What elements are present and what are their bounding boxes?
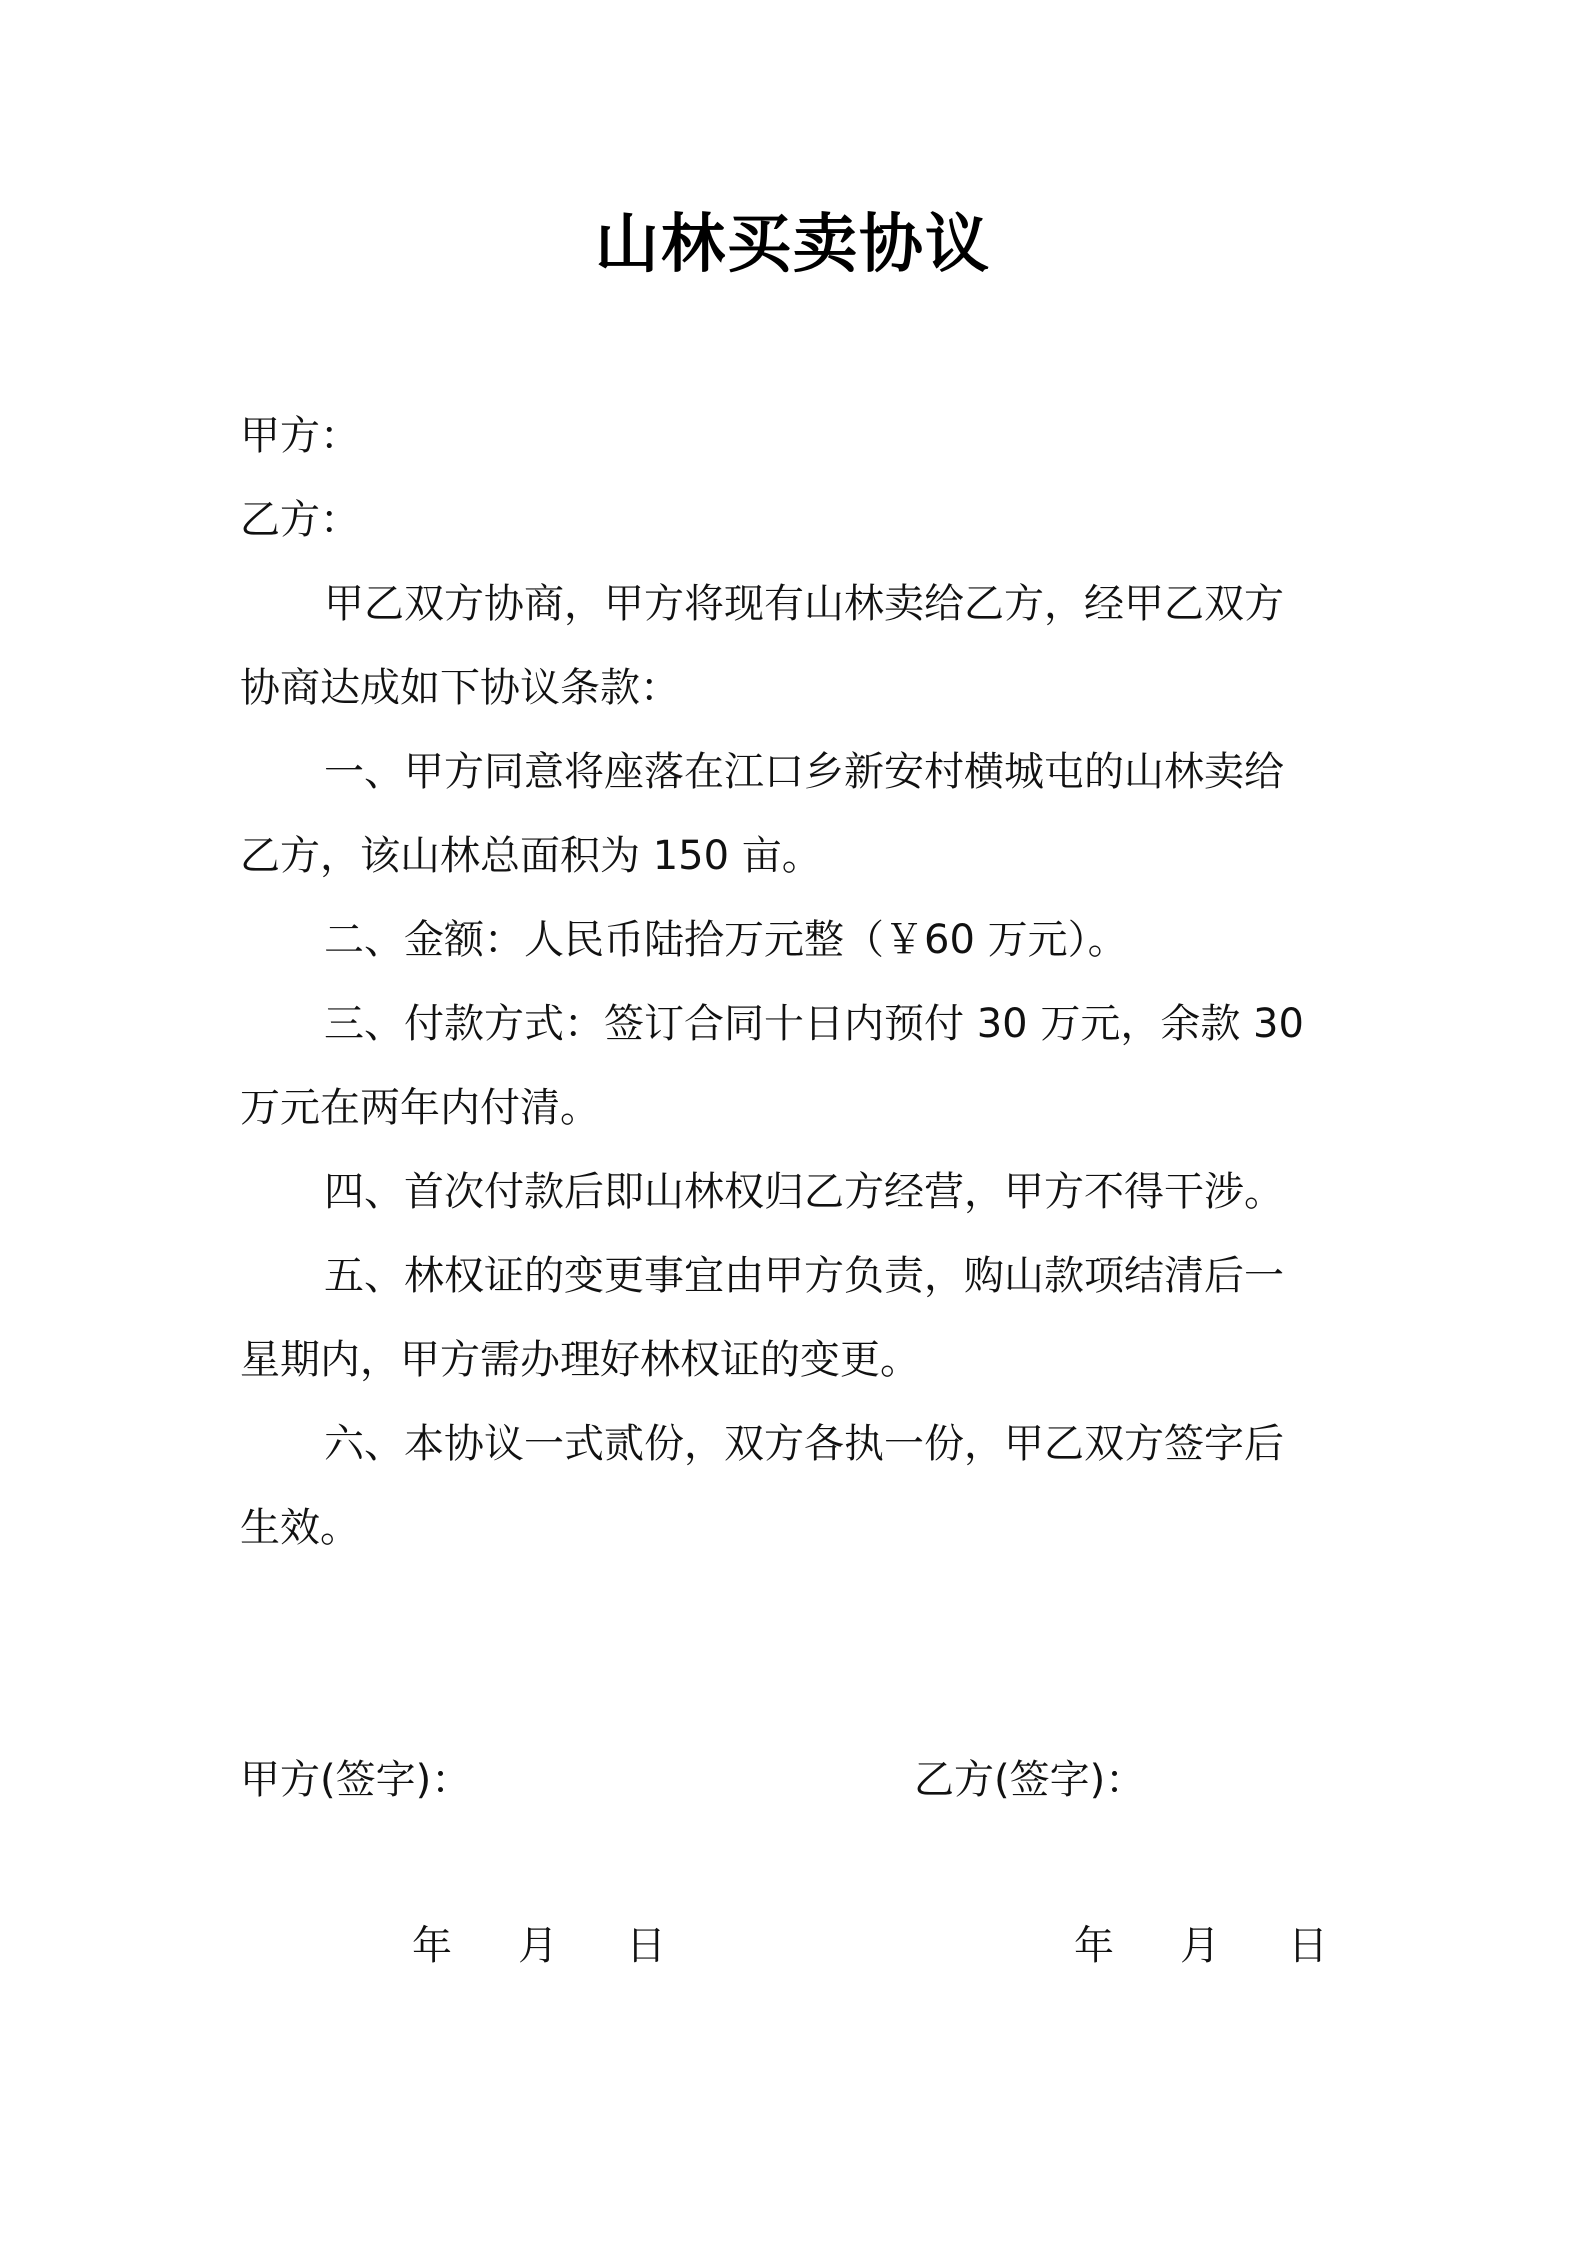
clause-1-line-1: 一、甲方同意将座落在江口乡新安村横城屯的山林卖给 [324,749,1284,795]
party-a-date-day: 日 [626,1923,666,1969]
party-a-label: 甲方： [240,413,360,459]
clause-3-line-2: 万元在两年内付清。 [240,1085,600,1131]
party-b-date-year: 年 [1074,1923,1114,1969]
party-b-date-month: 月 [1180,1923,1220,1969]
party-a-signature-label: 甲方(签字)： [240,1757,472,1803]
clause-5-line-1: 五、林权证的变更事宜由甲方负责，购山款项结清后一 [324,1253,1284,1299]
party-a-date-year: 年 [412,1923,452,1969]
party-b-label: 乙方： [240,497,360,543]
clause-2-line-1: 二、金额：人民币陆拾万元整（￥60 万元）。 [324,917,1128,963]
clause-6-line-2: 生效。 [240,1505,360,1551]
clause-4-line-1: 四、首次付款后即山林权归乙方经营，甲方不得干涉。 [324,1169,1284,1215]
clause-3-line-1: 三、付款方式：签订合同十日内预付 30 万元，余款 30 [324,1001,1304,1047]
party-b-date-day: 日 [1288,1923,1328,1969]
party-a-date-month: 月 [518,1923,558,1969]
intro-line-1: 甲乙双方协商，甲方将现有山林卖给乙方，经甲乙双方 [324,581,1284,627]
clause-6-line-1: 六、本协议一式贰份，双方各执一份，甲乙双方签字后 [324,1421,1284,1467]
party-b-signature-label: 乙方(签字)： [914,1757,1146,1803]
clause-5-line-2: 星期内，甲方需办理好林权证的变更。 [240,1337,920,1383]
intro-line-2: 协商达成如下协议条款： [240,665,680,711]
clause-1-line-2: 乙方，该山林总面积为 150 亩。 [240,833,822,879]
document-title: 山林买卖协议 [595,208,991,282]
